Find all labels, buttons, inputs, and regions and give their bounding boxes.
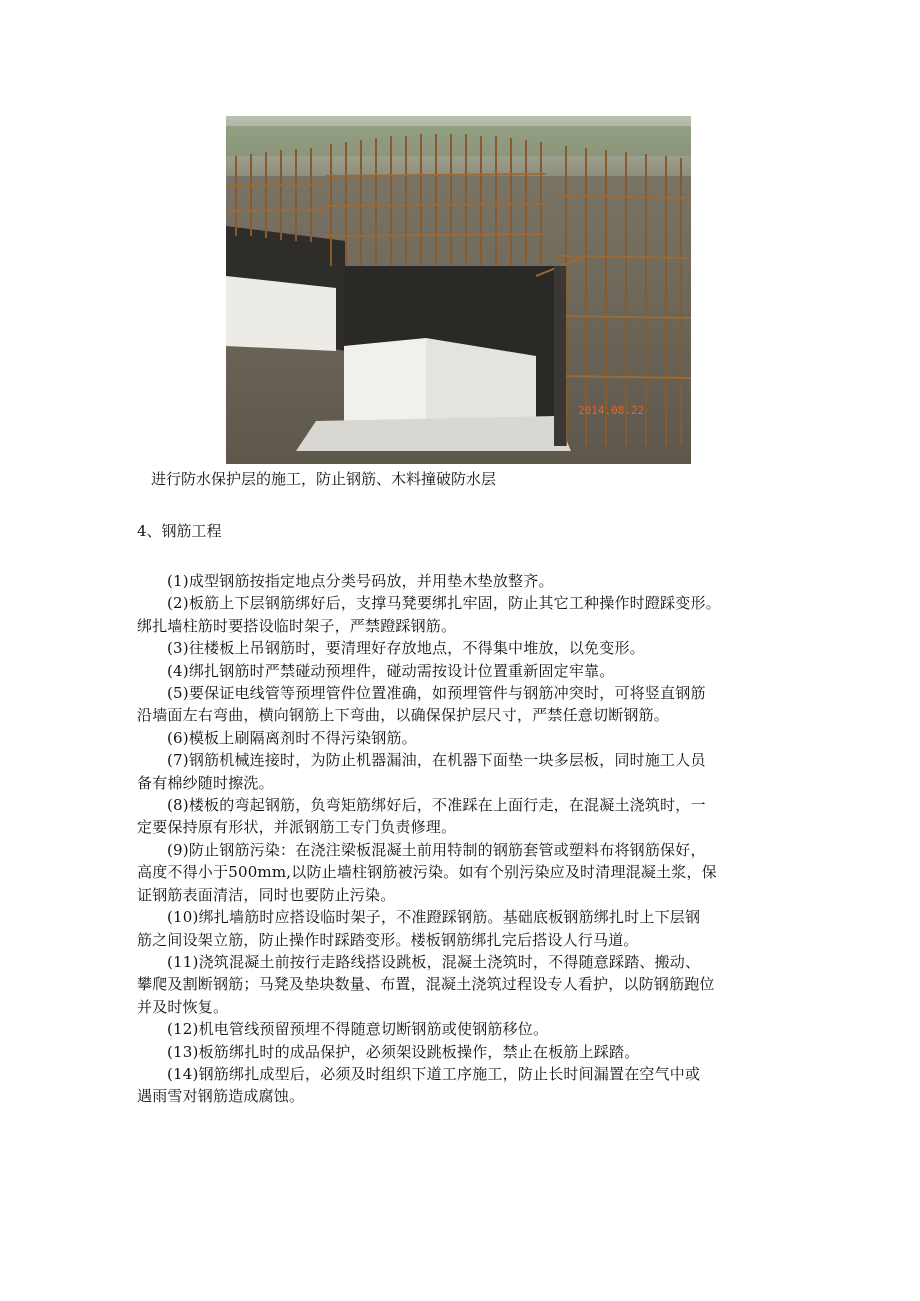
paragraph-line: 绑扎墙柱筋时要搭设临时架子，严禁蹬踩钢筋。 bbox=[137, 616, 457, 635]
paragraph-5 bbox=[137, 682, 797, 727]
paragraph-line: 沿墙面左右弯曲，横向钢筋上下弯曲，以确保保护层尺寸，严禁任意切断钢筋。 bbox=[137, 706, 670, 725]
figure-caption: 进行防水保护层的施工，防止钢筋、木料撞破防水层 bbox=[151, 470, 497, 488]
paragraph-line: (12)机电管线预留预埋不得随意切断钢筋或使钢筋移位。 bbox=[167, 1020, 549, 1039]
paragraph-8 bbox=[137, 794, 797, 839]
construction-photo bbox=[226, 116, 691, 464]
paragraph-line: (9)防止钢筋污染：在浇注梁板混凝土前用特制的钢筋套管或塑料布将钢筋保好， bbox=[167, 840, 706, 859]
photo-timestamp: 2014.08.22 bbox=[578, 404, 645, 417]
paragraph-12 bbox=[137, 1018, 797, 1040]
paragraph-line: (5)要保证电线管等预埋管件位置准确，如预埋管件与钢筋冲突时，可将竖直钢筋 bbox=[167, 684, 706, 703]
paragraph-line: 定要保持原有形状，并派钢筋工专门负责修理。 bbox=[137, 818, 457, 837]
paragraph-line: 攀爬及割断钢筋；马凳及垫块数量、布置，混凝土浇筑过程设专人看护，以防钢筋跑位 bbox=[137, 975, 715, 994]
construction-photo-graphic bbox=[226, 116, 691, 464]
paragraph-line: 遇雨雪对钢筋造成腐蚀。 bbox=[137, 1087, 305, 1106]
paragraph-14 bbox=[137, 1063, 797, 1108]
paragraph-3 bbox=[137, 637, 797, 659]
paragraph-line: (3)往楼板上吊钢筋时，要清理好存放地点，不得集中堆放，以免变形。 bbox=[167, 639, 645, 658]
paragraph-line: (11)浇筑混凝土前按行走路线搭设跳板，混凝土浇筑时，不得随意踩踏、搬动、 bbox=[167, 952, 701, 971]
paragraph-line: (13)板筋绑扎时的成品保护，必须架设跳板操作，禁止在板筋上踩踏。 bbox=[167, 1042, 640, 1061]
paragraph-line: (10)绑扎墙筋时应搭设临时架子，不准蹬踩钢筋。基础底板钢筋绑扎时上下层钢 bbox=[167, 908, 701, 927]
paragraph-line: 备有棉纱随时擦洗。 bbox=[137, 773, 274, 792]
section-heading: 4、钢筋工程 bbox=[137, 522, 222, 540]
paragraph-line: 并及时恢复。 bbox=[137, 997, 229, 1016]
paragraph-line: (1)成型钢筋按指定地点分类号码放，并用垫木垫放整齐。 bbox=[167, 572, 554, 590]
paragraph-line: (2)板筋上下层钢筋绑好后，支撑马凳要绑扎牢固，防止其它工种操作时蹬踩变形。 bbox=[167, 594, 721, 613]
paragraph-1 bbox=[137, 570, 797, 592]
paragraph-line: (7)钢筋机械连接时，为防止机器漏油，在机器下面垫一块多层板，同时施工人员 bbox=[167, 751, 706, 770]
section-body bbox=[137, 570, 797, 1108]
paragraph-7 bbox=[137, 749, 797, 794]
paragraph-11 bbox=[137, 951, 797, 1018]
paragraph-line: (6)模板上刷隔离剂时不得污染钢筋。 bbox=[167, 728, 417, 747]
paragraph-line: 筋之间设架立筋，防止操作时踩踏变形。楼板钢筋绑扎完后搭设人行马道。 bbox=[137, 930, 639, 949]
paragraph-13 bbox=[137, 1041, 797, 1063]
paragraph-10 bbox=[137, 906, 797, 951]
paragraph-6 bbox=[137, 727, 797, 749]
paragraph-line: 证钢筋表面清洁，同时也要防止污染。 bbox=[137, 885, 396, 904]
paragraph-9 bbox=[137, 839, 797, 906]
paragraph-4 bbox=[137, 660, 797, 682]
paragraph-line: (4)绑扎钢筋时严禁碰动预埋件，碰动需按设计位置重新固定牢靠。 bbox=[167, 661, 615, 680]
paragraph-line: 高度不得小于500mm,以防止墙柱钢筋被污染。如有个别污染应及时清理混凝土浆，保 bbox=[137, 863, 717, 882]
paragraph-2 bbox=[137, 592, 797, 637]
paragraph-line: (14)钢筋绑扎成型后，必须及时组织下道工序施工，防止长时间漏置在空气中或 bbox=[167, 1064, 701, 1083]
paragraph-line: (8)楼板的弯起钢筋，负弯矩筋绑好后，不准踩在上面行走，在混凝土浇筑时，一 bbox=[167, 796, 706, 815]
